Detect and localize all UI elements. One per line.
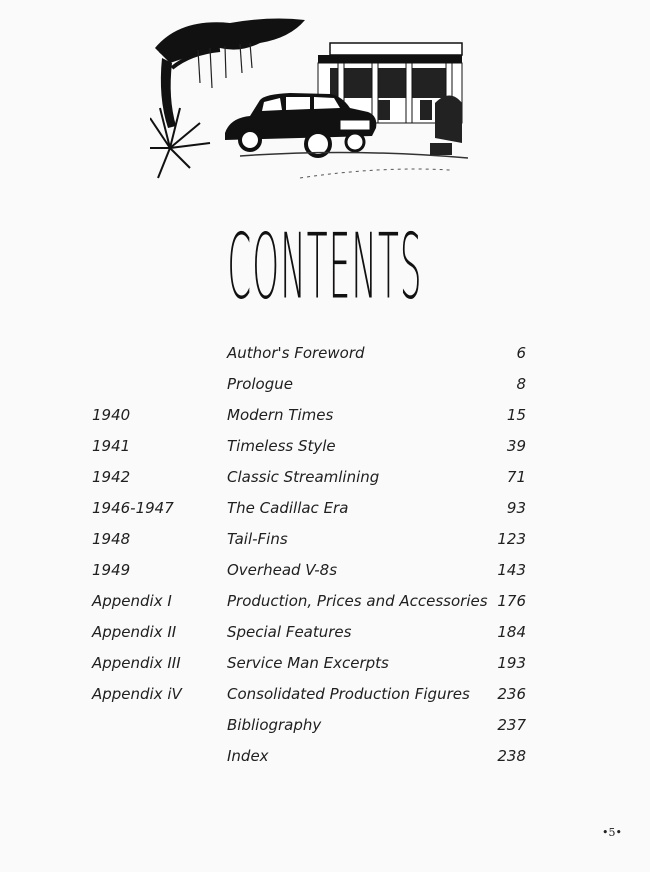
toc-entry: Consolidated Production Figures	[227, 685, 470, 703]
toc-label: Appendix iV	[92, 685, 182, 703]
toc-page: 6	[516, 344, 526, 362]
toc-row[interactable]	[0, 468, 650, 492]
toc-label: Appendix III	[92, 654, 181, 672]
toc-row[interactable]	[0, 592, 650, 616]
toc-label: Appendix I	[92, 592, 172, 610]
toc-page: 8	[516, 375, 526, 393]
toc-page: 143	[497, 561, 526, 579]
toc-label: 1948	[92, 530, 131, 548]
toc-entry: Index	[227, 747, 269, 765]
toc-entry: Service Man Excerpts	[227, 654, 389, 672]
toc-page: 238	[497, 747, 526, 765]
toc-entry: Author's Foreword	[227, 344, 365, 362]
toc-row[interactable]	[0, 437, 650, 461]
toc-page: 15	[506, 406, 526, 424]
toc-row[interactable]	[0, 406, 650, 430]
toc-label: 1940	[92, 406, 131, 424]
toc-row[interactable]	[0, 530, 650, 554]
toc-entry: Prologue	[227, 375, 293, 393]
toc-row[interactable]	[0, 344, 650, 368]
toc-row[interactable]	[0, 716, 650, 740]
toc-page: 176	[497, 592, 526, 610]
toc-page: 236	[497, 685, 526, 703]
toc-entry: Production, Prices and Accessories	[227, 592, 488, 610]
toc-label: 1949	[92, 561, 131, 579]
toc-label: 1941	[92, 437, 131, 455]
toc-entry: Special Features	[227, 623, 352, 641]
toc-row[interactable]	[0, 375, 650, 399]
toc-entry: Tail-Fins	[227, 530, 288, 548]
toc-row[interactable]	[0, 623, 650, 647]
toc-entry: Overhead V-8s	[227, 561, 338, 579]
toc-row[interactable]	[0, 747, 650, 771]
toc-entry: Classic Streamlining	[227, 468, 380, 486]
toc-label: 1942	[92, 468, 131, 486]
toc-label: 1946-1947	[92, 499, 174, 517]
toc-row[interactable]	[0, 685, 650, 709]
toc-entry: Timeless Style	[227, 437, 336, 455]
page-title: CONTENTS	[227, 213, 423, 320]
toc-page: 71	[506, 468, 526, 486]
toc-page: 193	[497, 654, 526, 672]
toc-entry: The Cadillac Era	[227, 499, 349, 517]
vintage-car-mansion-illustration	[150, 8, 468, 186]
toc-page: 184	[497, 623, 526, 641]
toc-page: 123	[497, 530, 526, 548]
toc-row[interactable]	[0, 499, 650, 523]
toc-page: 39	[506, 437, 526, 455]
toc-entry: Bibliography	[227, 716, 322, 734]
toc-page: 237	[497, 716, 526, 734]
page-number: •5•	[602, 826, 622, 839]
toc-entry: Modern Times	[227, 406, 334, 424]
toc-row[interactable]	[0, 561, 650, 585]
toc-page: 93	[506, 499, 526, 517]
toc-label: Appendix II	[92, 623, 177, 641]
toc-row[interactable]	[0, 654, 650, 678]
